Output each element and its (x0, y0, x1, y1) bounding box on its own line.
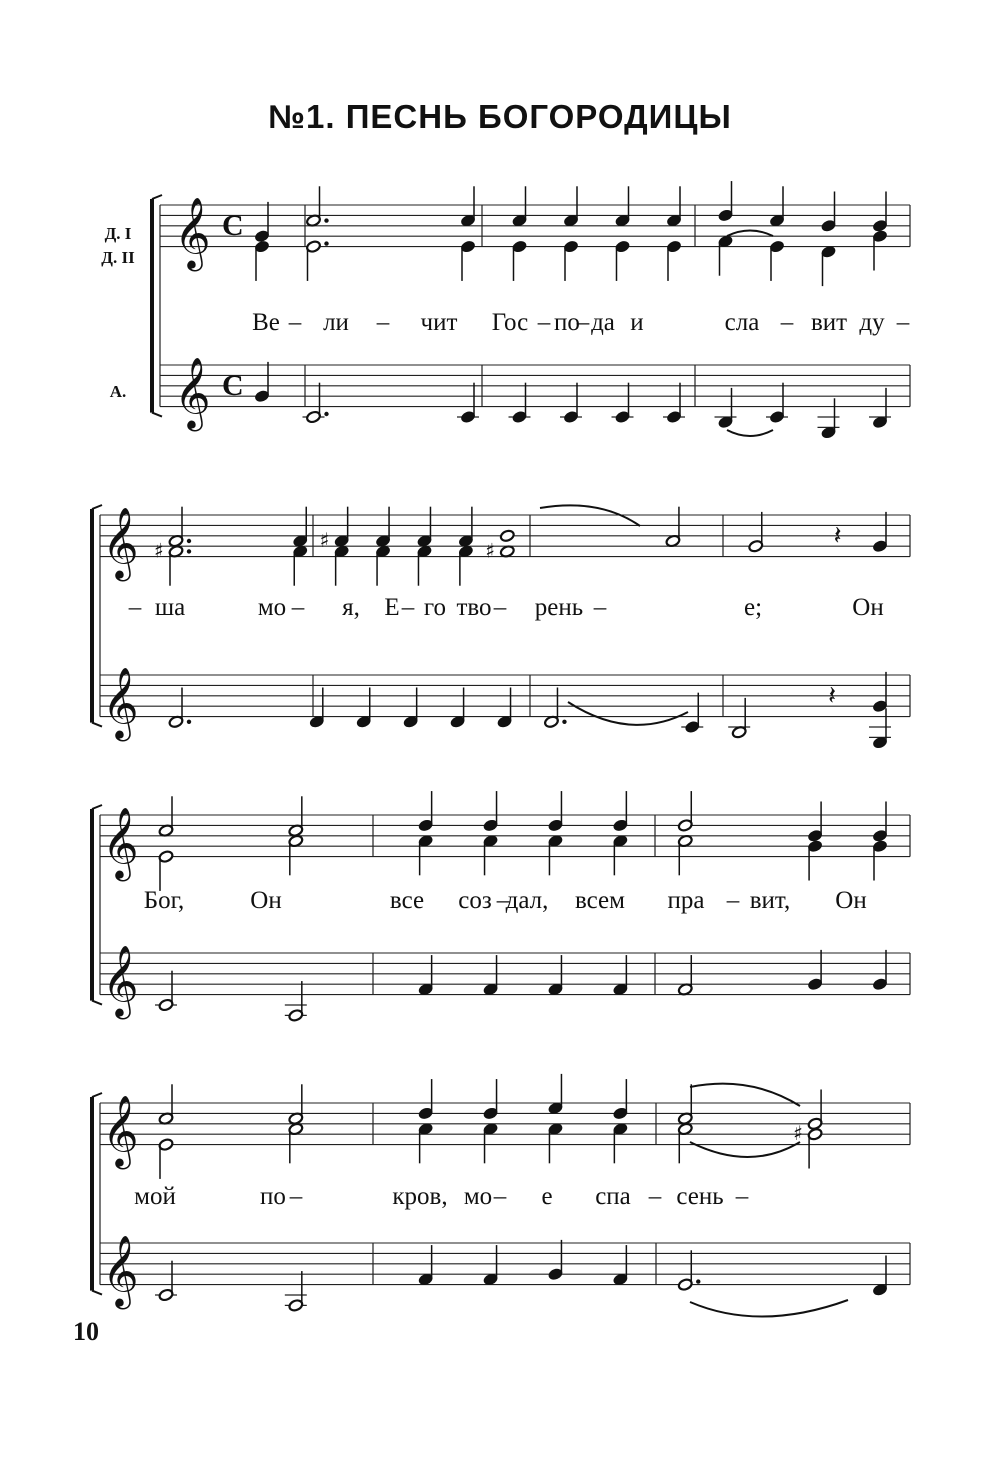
lyric-syllable: – (537, 309, 551, 336)
lyric-syllable: Гос (491, 309, 529, 336)
system-bracket (92, 1291, 102, 1295)
augmentation-dot (187, 549, 191, 553)
voice-label: Д. II (101, 248, 135, 267)
treble-clef: 𝄞 (102, 505, 139, 579)
page-title: №1. ПЕСНЬ БОГОРОДИЦЫ (268, 98, 732, 135)
lyric-syllable: пра (667, 887, 705, 914)
lyric-syllable: е (541, 1183, 553, 1210)
lyric-syllable: – (780, 309, 794, 336)
lyric-syllable: ша (154, 594, 186, 621)
voice-label: Д. I (104, 224, 132, 243)
lyric-syllable: кров, (392, 1183, 448, 1210)
system-bracket (92, 723, 102, 727)
lyric-syllable: – (496, 887, 510, 914)
lyric-syllable: сла (724, 309, 760, 336)
lyric-syllable: – (493, 594, 507, 621)
slur (568, 702, 688, 725)
lyric-syllable: Бог, (143, 887, 185, 914)
lyric-syllable: ли (323, 309, 349, 336)
lyric-syllable: е; (743, 594, 763, 621)
lyric-syllable: – (576, 309, 590, 336)
lyric-syllable: рень (534, 594, 584, 621)
slur (727, 231, 773, 237)
slur (727, 430, 773, 436)
system-bracket (152, 413, 162, 417)
treble-clef: 𝄞 (102, 665, 139, 739)
lyric-syllable: сень (676, 1183, 724, 1210)
lyric-syllable: – (896, 309, 910, 336)
lyric-syllable: мой (134, 1183, 176, 1210)
lyric-syllable: тво (456, 594, 492, 621)
lyric-syllable: все (389, 887, 425, 914)
treble-clef: 𝄞 (174, 355, 211, 429)
augmentation-dot (187, 539, 191, 543)
lyric-syllable: – (401, 594, 415, 621)
lyric-syllable: – (593, 594, 607, 621)
lyric-syllable: Он (250, 887, 282, 914)
sharp-accidental: ♯ (485, 538, 495, 563)
sharp-accidental: ♯ (793, 1121, 803, 1146)
lower-staff-rest: 𝄽 (828, 681, 837, 712)
lyric-syllable: Он (835, 887, 867, 914)
augmentation-dot (324, 241, 328, 245)
lyric-syllable: дал, (505, 887, 549, 914)
lyric-syllable: да (591, 309, 615, 336)
treble-clef: 𝄞 (102, 1233, 139, 1307)
lyric-syllable: Е (384, 594, 400, 621)
lyric-syllable: и (630, 309, 644, 336)
lyric-syllable: ду (859, 309, 885, 336)
lyric-syllable: – (291, 594, 305, 621)
augmentation-dot (324, 412, 328, 416)
augmentation-dot (562, 720, 566, 724)
lyric-syllable: мо (463, 1183, 493, 1210)
lyric-syllable: соз (458, 887, 492, 914)
lyric-syllable: – (128, 594, 142, 621)
lyric-syllable: чит (420, 309, 458, 336)
lyric-syllable: – (376, 309, 390, 336)
system-bracket (92, 1093, 102, 1097)
lyric-syllable: Ве (252, 309, 280, 336)
lyric-syllable: вит, (749, 887, 791, 914)
treble-clef: 𝄞 (102, 1093, 139, 1167)
lyric-syllable: всем (575, 887, 625, 914)
lyric-syllable: по (554, 309, 580, 336)
system-bracket (92, 805, 102, 809)
system-bracket (92, 1001, 102, 1005)
sharp-accidental: ♯ (319, 528, 330, 552)
voice-label: А. (109, 382, 127, 401)
lyric-syllable: – (726, 887, 740, 914)
time-signature: C (222, 368, 244, 402)
lyric-syllable: – (648, 1183, 662, 1210)
augmentation-dot (324, 218, 328, 222)
sharp-accidental: ♯ (154, 538, 164, 563)
lyric-syllable: – (289, 1183, 303, 1210)
lyric-syllable: мо (257, 594, 287, 621)
time-signature: C (222, 208, 244, 242)
lyric-syllable: спа (595, 1183, 631, 1210)
upper-staff-rest: 𝄽 (833, 521, 842, 552)
lyric-syllable: вит (810, 309, 848, 336)
treble-clef: 𝄞 (102, 943, 139, 1017)
lyric-syllable: го (423, 594, 447, 621)
augmentation-dot (696, 1279, 700, 1283)
lyric-syllable: – (735, 1183, 749, 1210)
upper-staff-note (499, 529, 515, 542)
augmentation-dot (187, 720, 191, 724)
lyric-syllable: я, (342, 594, 360, 621)
slur (540, 505, 640, 526)
slur (690, 1300, 848, 1317)
lyric-syllable: – (288, 309, 302, 336)
treble-clef: 𝄞 (174, 195, 211, 269)
lyric-syllable: по (260, 1183, 286, 1210)
lyric-syllable: – (493, 1183, 507, 1210)
system-bracket (152, 195, 162, 199)
system-bracket (92, 505, 102, 509)
treble-clef: 𝄞 (102, 805, 139, 879)
lyric-syllable: Он (852, 594, 884, 621)
page-number: 10 (73, 1317, 99, 1346)
